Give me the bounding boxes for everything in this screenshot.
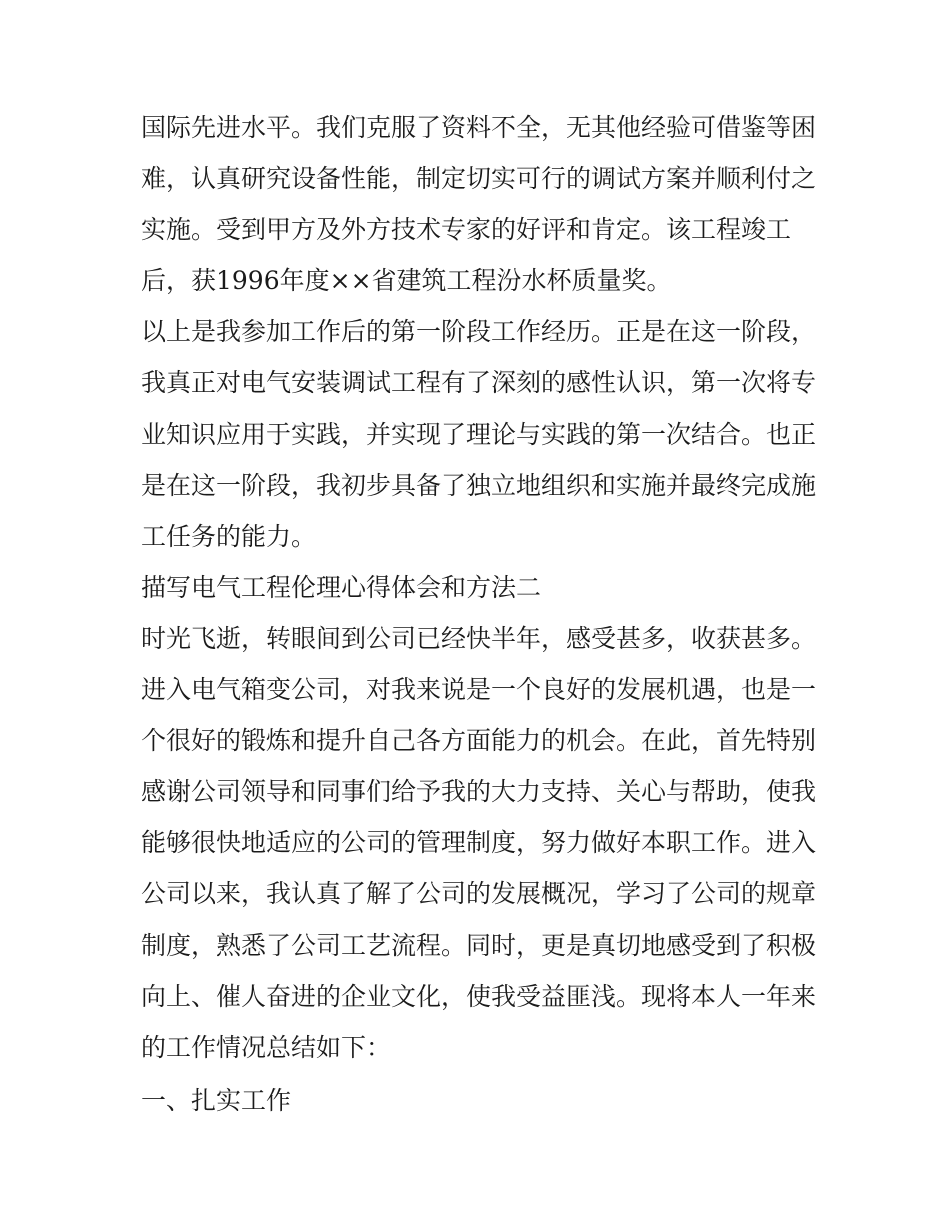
text-line: 时光飞逝，转眼间到公司已经快半年，感受甚多，收获甚多。: [141, 623, 817, 653]
text-line: 公司以来，我认真了解了公司的发展概况，学习了公司的规章: [141, 879, 817, 909]
text-line: 业知识应用于实践，并实现了理论与实践的第一次结合。也正: [141, 419, 817, 449]
text-line: 向上、催人奋进的企业文化，使我受益匪浅。现将本人一年来: [141, 981, 817, 1011]
text-line: 能够很快地适应的公司的管理制度，努力做好本职工作。进入: [141, 828, 817, 858]
text-line: 以上是我参加工作后的第一阶段工作经历。正是在这一阶段，: [141, 317, 817, 347]
text-line: 国际先进水平。我们克服了资料不全，无其他经验可借鉴等困: [141, 113, 817, 142]
document-body: [141, 102, 821, 1126]
text-line: 制度，熟悉了公司工艺流程。同时，更是真切地感受到了积极: [141, 930, 817, 960]
text-line: 个很好的锻炼和提升自己各方面能力的机会。在此，首先特别: [141, 726, 817, 756]
section-heading: 描写电气工程伦理心得体会和方法二: [141, 572, 542, 602]
subsection-heading: 一、扎实工作: [141, 1085, 292, 1115]
text-line: 进入电气箱变公司，对我来说是一个良好的发展机遇，也是一: [141, 675, 817, 705]
text-line: 工任务的能力。: [141, 521, 317, 551]
text-line: 后，获1996年度××省建筑工程汾水杯质量奖。: [141, 266, 672, 296]
text-line: 感谢公司领导和同事们给予我的大力支持、关心与帮助，使我: [141, 777, 817, 807]
text-line: 实施。受到甲方及外方技术专家的好评和肯定。该工程竣工: [141, 215, 792, 245]
text-line: 的工作情况总结如下：: [141, 1032, 392, 1062]
text-line: 是在这一阶段，我初步具备了独立地组织和实施并最终完成施: [141, 470, 817, 500]
text-line: 我真正对电气安装调试工程有了深刻的感性认识，第一次将专: [141, 368, 817, 398]
text-line: 难，认真研究设备性能，制定切实可行的调试方案并顺利付之: [141, 164, 817, 194]
